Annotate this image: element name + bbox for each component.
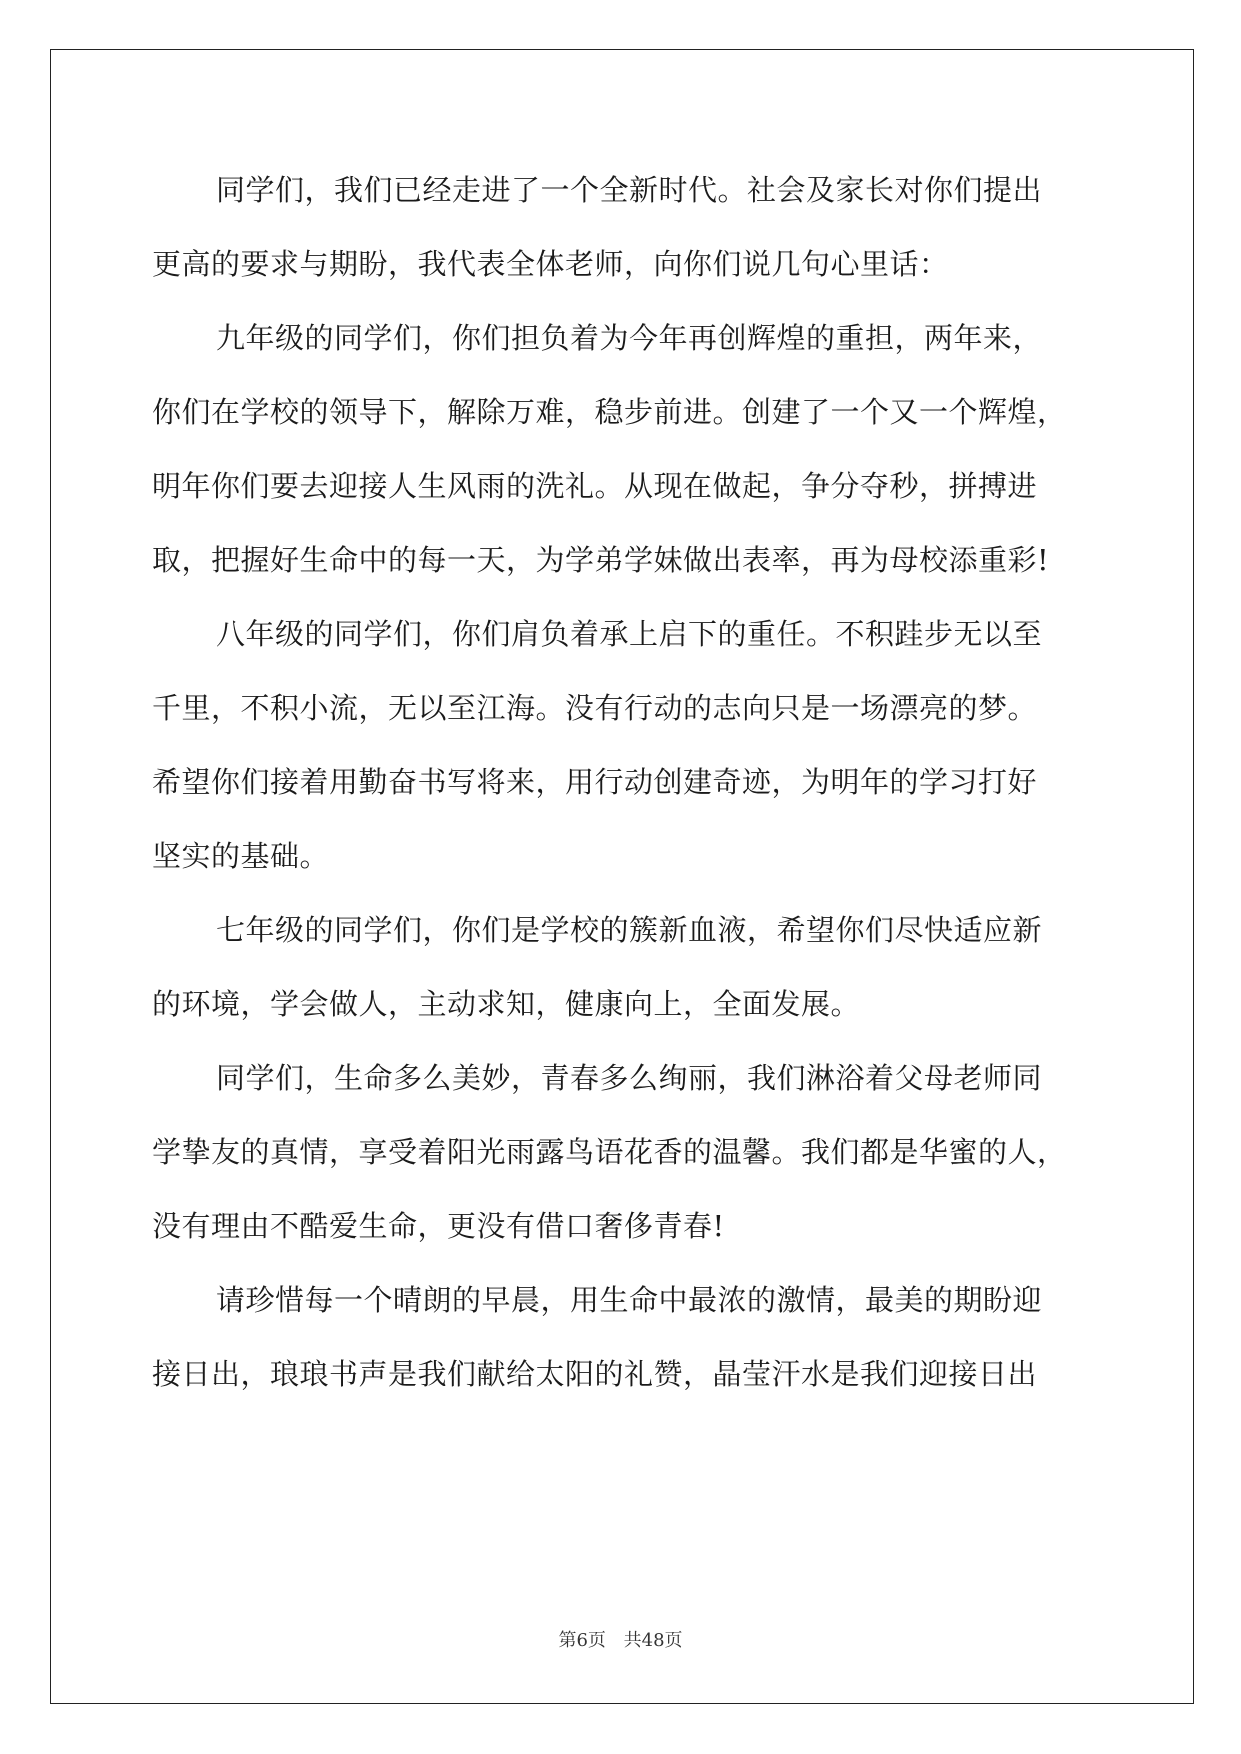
text-line: 八年级的同学们，你们肩负着承上启下的重任。不积跬步无以至	[216, 617, 1043, 651]
text-line: 你们在学校的领导下，解除万难，稳步前进。创建了一个又一个辉煌，	[152, 395, 1067, 429]
text-line: 更高的要求与期盼，我代表全体老师，向你们说几句心里话：	[152, 247, 949, 281]
page-total: 共48页	[623, 1630, 683, 1651]
text-line: 同学们，生命多么美妙，青春多么绚丽，我们淋浴着父母老师同	[216, 1061, 1043, 1095]
text-line: 的环境，学会做人，主动求知，健康向上，全面发展。	[152, 987, 861, 1021]
text-line: 学挚友的真情，享受着阳光雨露鸟语花香的温馨。我们都是华蜜的人，	[152, 1135, 1067, 1169]
text-line: 取，把握好生命中的每一天，为学弟学妹做出表率，再为母校添重彩!	[152, 543, 1050, 577]
text-line: 同学们，我们已经走进了一个全新时代。社会及家长对你们提出	[216, 173, 1043, 207]
text-line: 希望你们接着用勤奋书写将来，用行动创建奇迹，为明年的学习打好	[152, 765, 1038, 799]
text-line: 九年级的同学们，你们担负着为今年再创辉煌的重担，两年来，	[216, 321, 1043, 355]
page-number: 第6页	[558, 1630, 606, 1651]
text-line: 请珍惜每一个晴朗的早晨，用生命中最浓的激情，最美的期盼迎	[216, 1283, 1043, 1317]
text-line: 千里，不积小流，无以至江海。没有行动的志向只是一场漂亮的梦。	[152, 691, 1038, 725]
text-line: 坚实的基础。	[152, 839, 330, 873]
text-line: 明年你们要去迎接人生风雨的洗礼。从现在做起，争分夺秒，拼搏进	[152, 469, 1038, 503]
page-footer	[0, 1626, 1241, 1652]
text-line: 七年级的同学们，你们是学校的簇新血液，希望你们尽快适应新	[216, 913, 1043, 947]
text-line: 没有理由不酷爱生命，更没有借口奢侈青春!	[152, 1209, 725, 1243]
text-line: 接日出，琅琅书声是我们献给太阳的礼赞，晶莹汗水是我们迎接日出	[152, 1357, 1038, 1391]
